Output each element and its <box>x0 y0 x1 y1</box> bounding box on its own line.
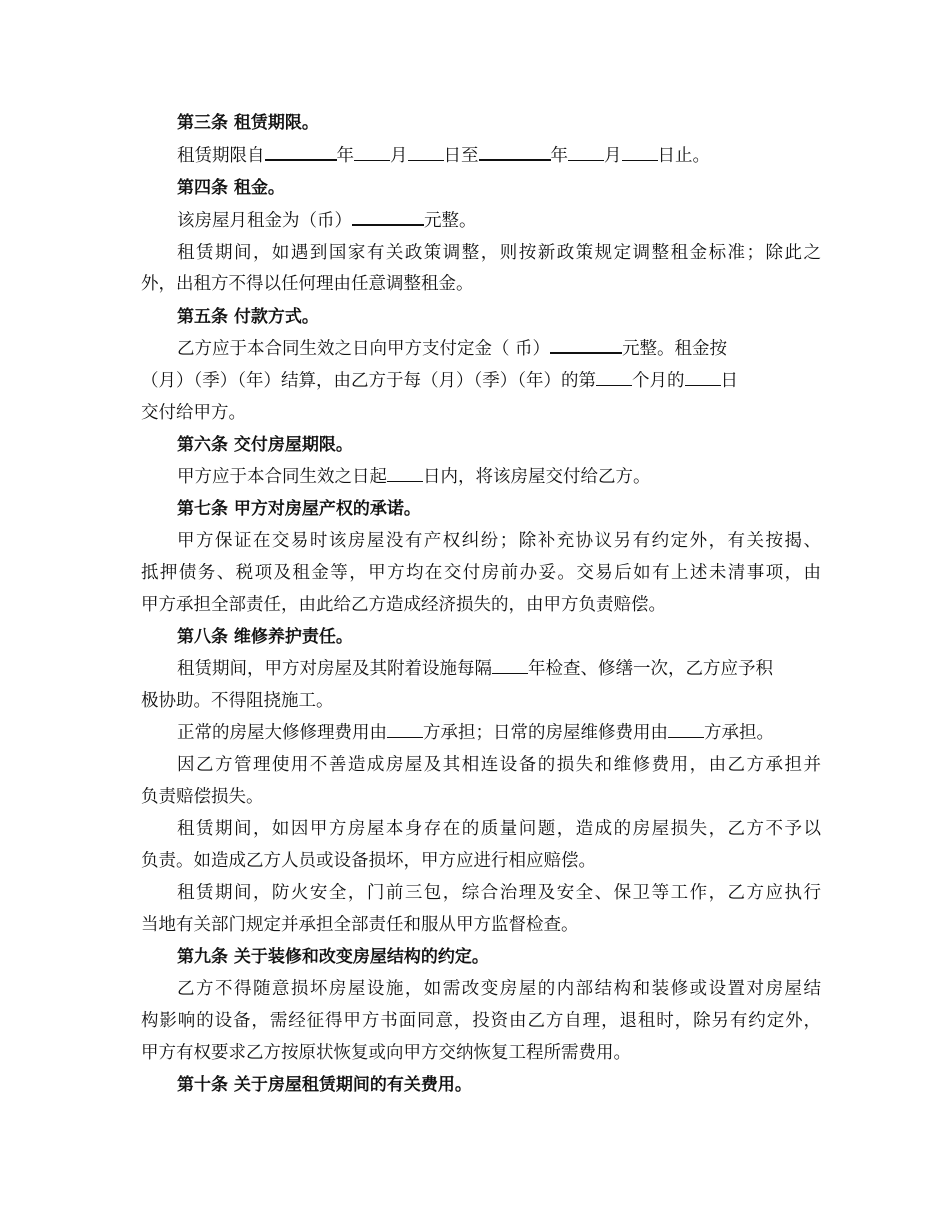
blank-start-month <box>354 159 390 161</box>
text: 月 <box>604 146 622 166</box>
text: 日内，将该房屋交付给乙方。 <box>423 467 651 487</box>
text: 个月的 <box>632 371 685 391</box>
text: 年检查、修缮一次，乙方应予积 <box>528 659 773 679</box>
blank-start-day <box>408 159 444 161</box>
text: 日止。 <box>657 146 710 166</box>
text: 元整。 <box>424 211 477 231</box>
article-8-para-line: 负责。如造成乙方人员或设备损坏，甲方应进行相应赔偿。 <box>141 851 596 871</box>
text: 租赁期限自 <box>177 146 265 166</box>
article-8-para-line: 当地有关部门规定并承担全部责任和服从甲方监督检查。 <box>141 915 579 935</box>
text: 甲方应于本合同生效之日起 <box>177 467 387 487</box>
blank-deposit-amount <box>550 351 622 354</box>
text: 租赁期间，甲方对房屋及其附着设施每隔 <box>177 659 492 679</box>
blank-end-year <box>479 158 551 161</box>
text: 日至 <box>443 146 479 166</box>
blank-pay-day <box>685 384 721 386</box>
article-9-para-line: 甲方有权要求乙方按原状恢复或向甲方交纳恢复工程所需费用。 <box>141 1043 631 1063</box>
article-3-heading: 第三条 租赁期限。 <box>177 113 319 133</box>
text: 正常的房屋大修修理费用由 <box>177 723 387 743</box>
article-5-para-line: 交付给甲方。 <box>141 403 246 423</box>
text: （月）（季）（年）结算，由乙方于每（月）（季）（年）的第 <box>141 371 596 391</box>
article-7-para-line: 抵押债务、税项及租金等，甲方均在交付房前办妥。交易后如有上述未清事项，由 <box>141 563 821 583</box>
text: 月 <box>390 146 408 166</box>
text: 乙方应于本合同生效之日向甲方支付定金（ 币） <box>177 339 551 359</box>
article-8-para-line: 极协助。不得阻挠施工。 <box>141 691 334 711</box>
text: 年 <box>336 146 354 166</box>
article-5-settlement-line <box>141 365 821 397</box>
article-8-repair-cost-line <box>177 717 821 749</box>
blank-pay-month <box>596 384 632 386</box>
text: 该房屋月租金为（币） <box>177 211 352 231</box>
article-9-para-line: 乙方不得随意损坏房屋设施，如需改变房屋的内部结构和装修或设置对房屋结 <box>177 979 821 999</box>
article-6-delivery-line <box>177 461 821 493</box>
article-10-heading: 第十条 关于房屋租赁期间的有关费用。 <box>177 1075 472 1095</box>
article-5-deposit-line <box>177 333 821 365</box>
text: 方承担；日常的房屋维修费用由 <box>423 723 668 743</box>
article-8-para-line: 租赁期间，如因甲方房屋本身存在的质量问题，造成的房屋损失，乙方不予以 <box>177 819 821 839</box>
article-6-heading: 第六条 交付房屋期限。 <box>177 435 353 455</box>
article-9-heading: 第九条 关于装修和改变房屋结构的约定。 <box>177 947 489 967</box>
blank-end-month <box>568 159 604 161</box>
article-8-para-line: 租赁期间，防火安全，门前三包，综合治理及安全、保卫等工作，乙方应执行 <box>177 883 821 903</box>
blank-end-day <box>622 159 658 161</box>
article-4-para-line: 外，出租方不得以任何理由任意调整租金。 <box>141 274 474 294</box>
article-7-heading: 第七条 甲方对房屋产权的承诺。 <box>177 499 421 519</box>
article-8-para-line: 因乙方管理使用不善造成房屋及其相连设备的损失和维修费用，由乙方承担并 <box>177 755 821 775</box>
article-8-para-line: 负责赔偿损失。 <box>141 787 264 807</box>
article-4-para-line: 租赁期间，如遇到国家有关政策调整，则按新政策规定调整租金标准；除此之 <box>177 243 821 263</box>
blank-rent-amount <box>352 223 424 226</box>
article-7-para-line: 甲方保证在交易时该房屋没有产权纠纷；除补充协议另有约定外，有关按揭、 <box>177 531 821 551</box>
blank-major-repair-party <box>387 736 423 738</box>
blank-daily-repair-party <box>668 736 704 738</box>
text: 年 <box>550 146 568 166</box>
text: 日 <box>720 371 738 391</box>
article-4-heading: 第四条 租金。 <box>177 178 285 198</box>
article-8-inspection-line <box>177 653 821 685</box>
article-5-heading: 第五条 付款方式。 <box>177 307 319 327</box>
article-9-para-line: 构影响的设备，需经征得甲方书面同意，投资由乙方自理，退租时，除另有约定外， <box>141 1011 821 1031</box>
article-7-para-line: 甲方承担全部责任，由此给乙方造成经济损失的，由甲方负责赔偿。 <box>141 595 666 615</box>
blank-inspection-years <box>492 672 528 674</box>
article-8-heading: 第八条 维修养护责任。 <box>177 627 353 647</box>
blank-start-year <box>265 158 337 161</box>
blank-delivery-days <box>387 480 423 482</box>
article-3-term-line <box>177 140 821 172</box>
text: 方承担。 <box>704 723 774 743</box>
text: 元整。租金按 <box>622 339 728 359</box>
article-4-rent-line <box>177 205 821 237</box>
